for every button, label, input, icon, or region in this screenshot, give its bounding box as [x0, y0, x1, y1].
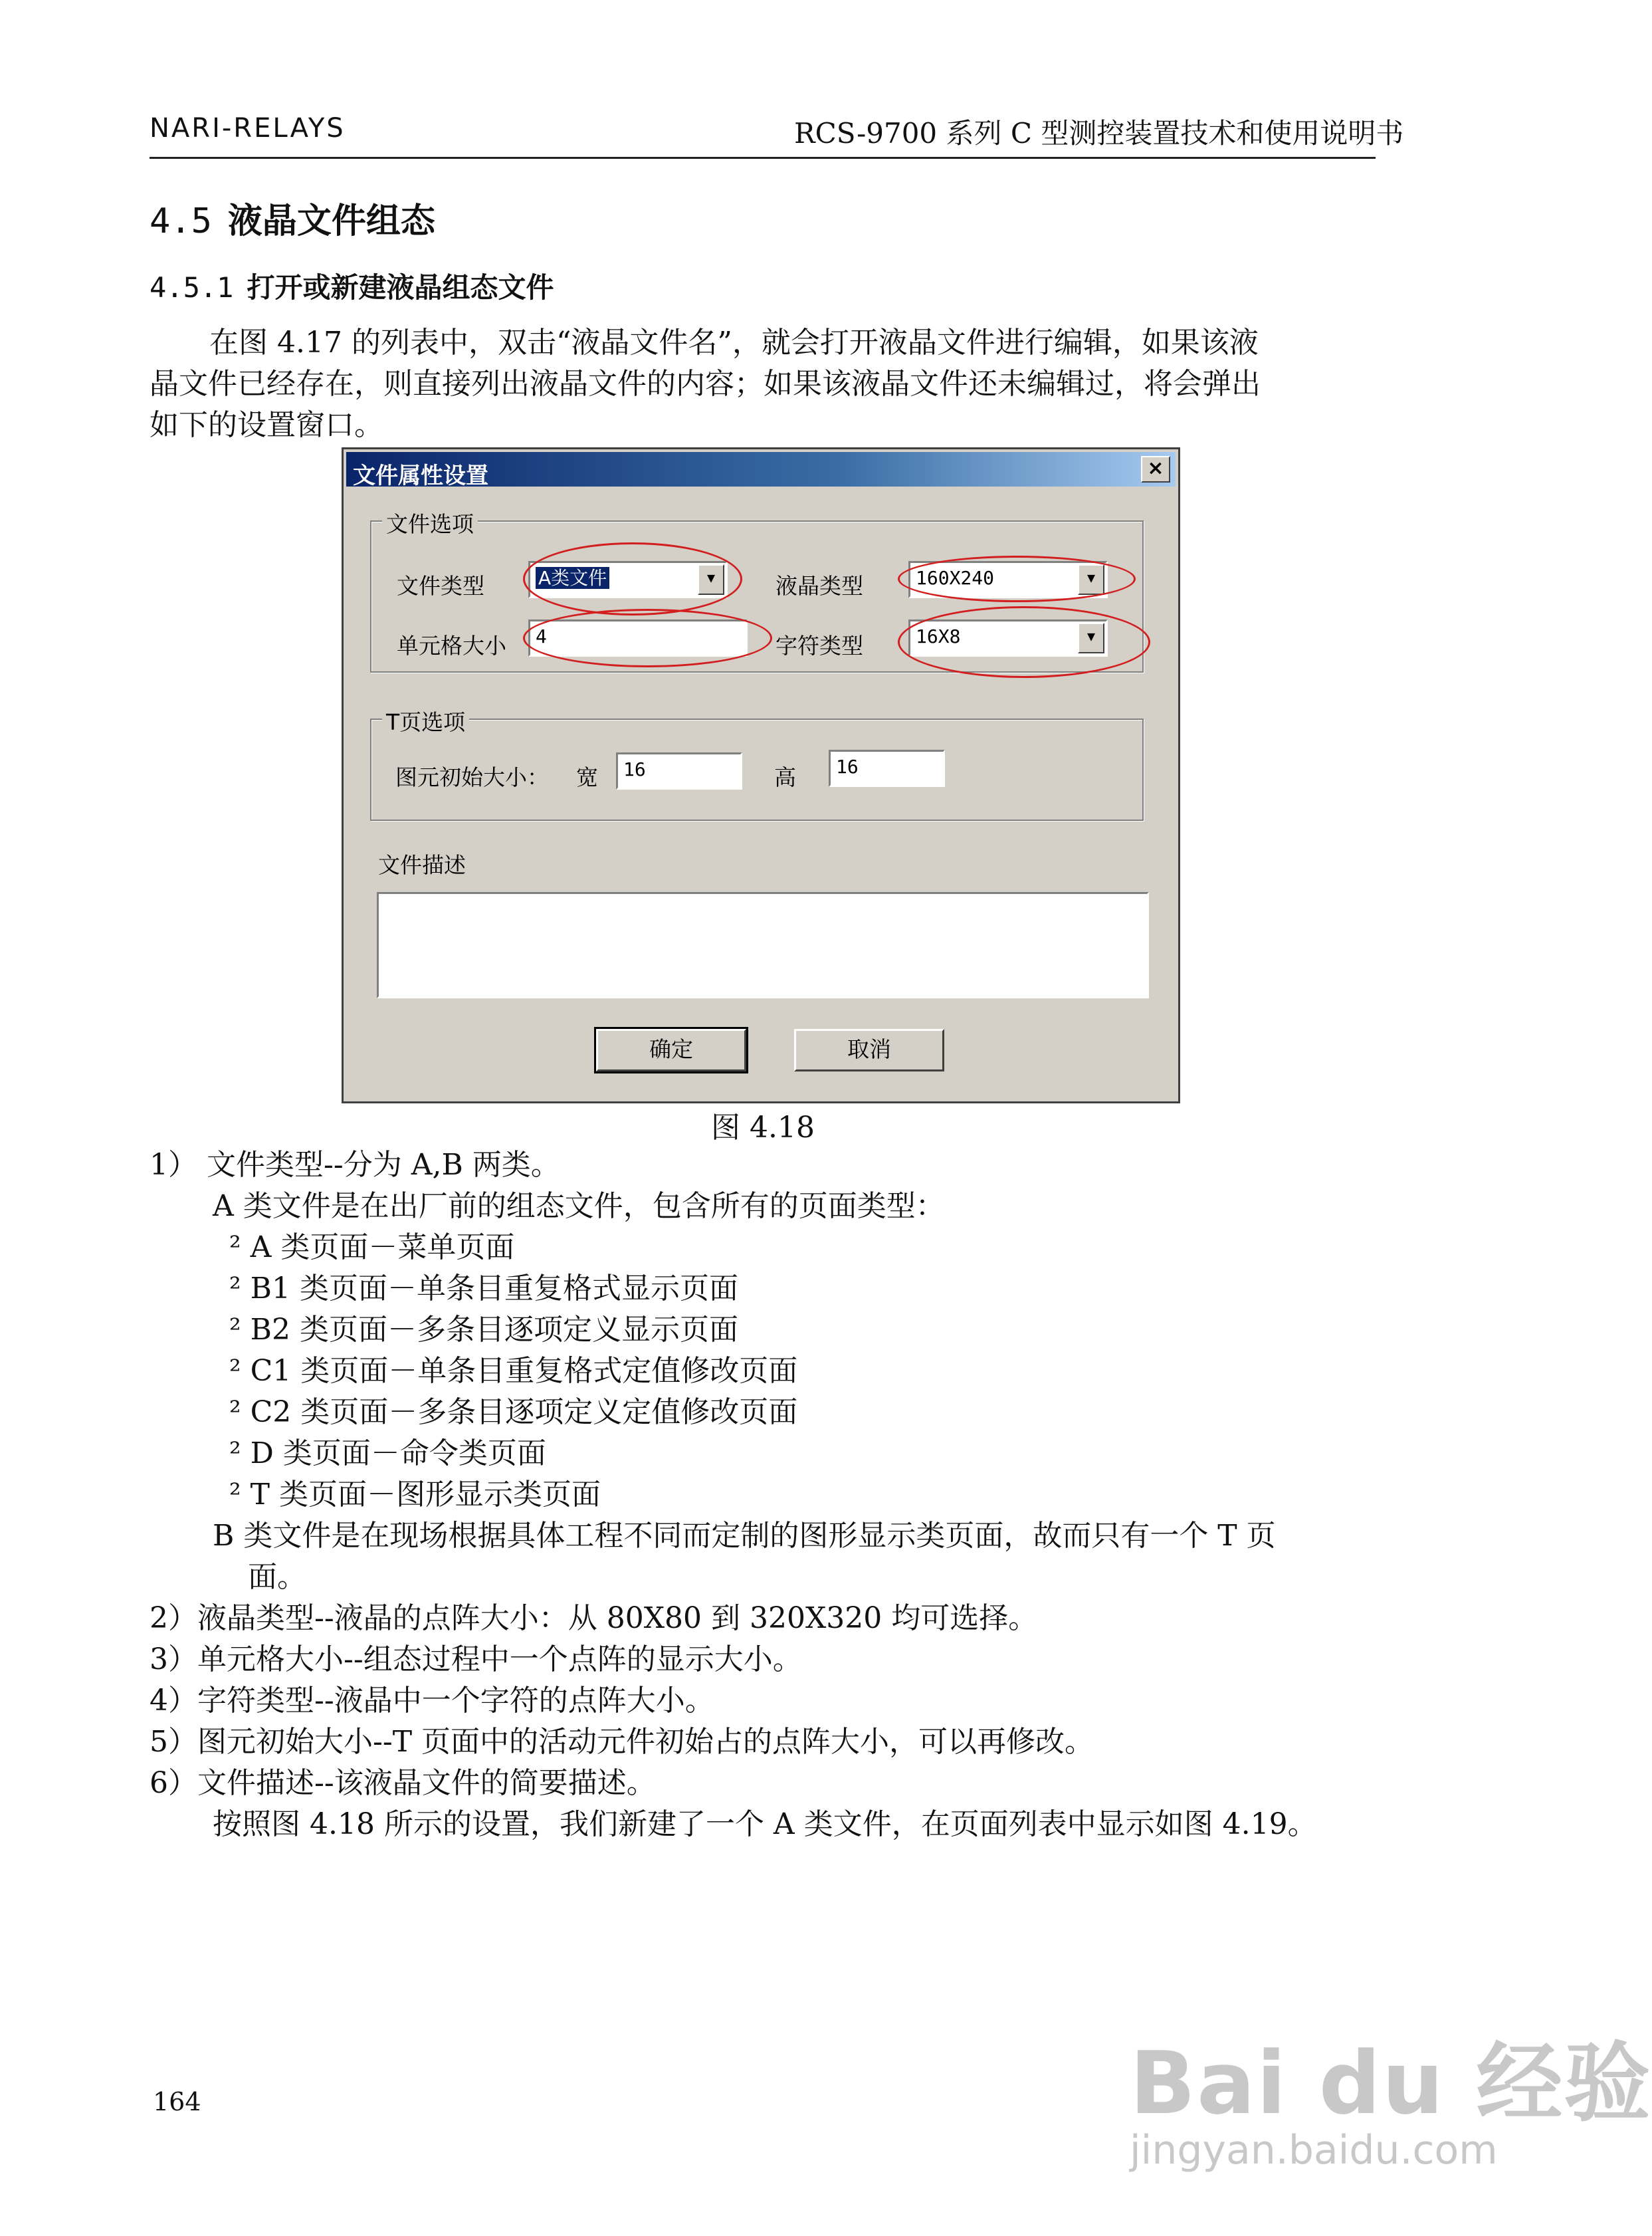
close-icon[interactable]: × [1141, 456, 1170, 483]
cancel-button[interactable]: 取消 [794, 1029, 944, 1071]
page-number: 164 [153, 2087, 201, 2116]
char-type-value: 16X8 [916, 625, 961, 647]
explanation-list [150, 1145, 1317, 1845]
list-item: 4）字符类型--液晶中一个字符的点阵大小。 [150, 1684, 714, 1718]
list-item: ² B1 类页面－单条目重复格式显示页面 [229, 1272, 738, 1305]
list-item: B 类文件是在现场根据具体工程不同而定制的图形显示类页面，故而只有一个 T 页 [213, 1519, 1276, 1553]
watermark-logo: Bai du 经验 [1130, 2033, 1652, 2134]
dialog-title: 文件属性设置 [353, 463, 488, 489]
height-value: 16 [836, 756, 859, 778]
file-type-value: A类文件 [536, 567, 609, 589]
intro-line: 如下的设置窗口。 [150, 408, 383, 442]
height-input[interactable] [829, 750, 945, 787]
header-rule [150, 157, 1376, 159]
list-item: 3）单元格大小--组态过程中一个点阵的显示大小。 [150, 1642, 802, 1676]
header-left: NARI-RELAYS [150, 113, 346, 144]
file-properties-dialog [342, 447, 1180, 1103]
file-options-legend: 文件选项 [382, 507, 478, 538]
subsection-number: 4.5.1 [150, 271, 234, 304]
intro-line: 晶文件已经存在，则直接列出液晶文件的内容；如果该液晶文件还未编辑过，将会弹出 [150, 367, 1261, 401]
chevron-down-icon[interactable]: ▼ [1078, 623, 1104, 653]
subsection-title: 打开或新建液晶组态文件 [247, 271, 554, 304]
char-type-select[interactable] [908, 619, 1108, 657]
t-page-options-legend: T页选项 [382, 705, 469, 736]
header-right: RCS-9700 系列 C 型测控装置技术和使用说明书 [794, 117, 1404, 150]
list-item: ² A 类页面－菜单页面 [229, 1230, 515, 1264]
list-item: 1） 文件类型--分为 A,B 两类。 [150, 1148, 560, 1182]
watermark-url: jingyan.baidu.com [1130, 2127, 1498, 2174]
description-textarea[interactable] [377, 892, 1149, 998]
lcd-type-label: 液晶类型 [775, 573, 863, 599]
file-type-select[interactable] [528, 561, 728, 598]
chevron-down-icon[interactable]: ▼ [1078, 564, 1104, 595]
section-number: 4.5 [150, 201, 212, 241]
section-title: 液晶文件组态 [227, 201, 435, 241]
description-label: 文件描述 [378, 852, 466, 878]
list-item: ² D 类页面－命令类页面 [229, 1436, 546, 1470]
lcd-type-select[interactable] [908, 561, 1108, 598]
cell-size-value: 4 [536, 625, 547, 647]
ok-button[interactable]: 确定 [596, 1029, 746, 1071]
width-value: 16 [623, 758, 646, 780]
dialog-titlebar [346, 452, 1176, 487]
list-item: 2）液晶类型--液晶的点阵大小：从 80X80 到 320X320 均可选择。 [150, 1601, 1038, 1635]
subsection-heading [150, 266, 554, 306]
intro-line: 在图 4.17 的列表中，双击“液晶文件名”，就会打开液晶文件进行编辑，如果该液 [209, 326, 1259, 360]
init-size-label: 图元初始大小： [395, 764, 549, 790]
lcd-type-value: 160X240 [916, 567, 995, 589]
char-type-label: 字符类型 [775, 633, 863, 659]
list-item: A 类文件是在出厂前的组态文件，包含所有的页面类型： [213, 1189, 945, 1223]
list-item: 面。 [248, 1560, 306, 1594]
list-item: 5）图元初始大小--T 页面中的活动元件初始占的点阵大小，可以再修改。 [150, 1725, 1094, 1759]
list-item: 6）文件描述--该液晶文件的简要描述。 [150, 1766, 656, 1800]
chevron-down-icon[interactable]: ▼ [698, 564, 724, 595]
list-item: ² T 类页面－图形显示类页面 [229, 1478, 601, 1511]
list-item: ² B2 类页面－多条目逐项定义显示页面 [229, 1313, 738, 1347]
list-item: ² C2 类页面－多条目逐项定义定值修改页面 [229, 1395, 798, 1429]
width-label: 宽 [576, 764, 598, 790]
list-item: ² C1 类页面－单条目重复格式定值修改页面 [229, 1354, 798, 1388]
file-type-label: 文件类型 [397, 573, 484, 599]
width-input[interactable] [616, 752, 742, 790]
section-heading [150, 193, 435, 243]
list-item: 按照图 4.18 所示的设置，我们新建了一个 A 类文件，在页面列表中显示如图 4.19。 [213, 1807, 1317, 1841]
cell-size-label: 单元格大小 [397, 633, 506, 659]
figure-caption: 图 4.18 [711, 1111, 815, 1145]
intro-paragraph [150, 322, 1261, 446]
height-label: 高 [774, 764, 796, 790]
cell-size-input[interactable] [528, 619, 748, 657]
